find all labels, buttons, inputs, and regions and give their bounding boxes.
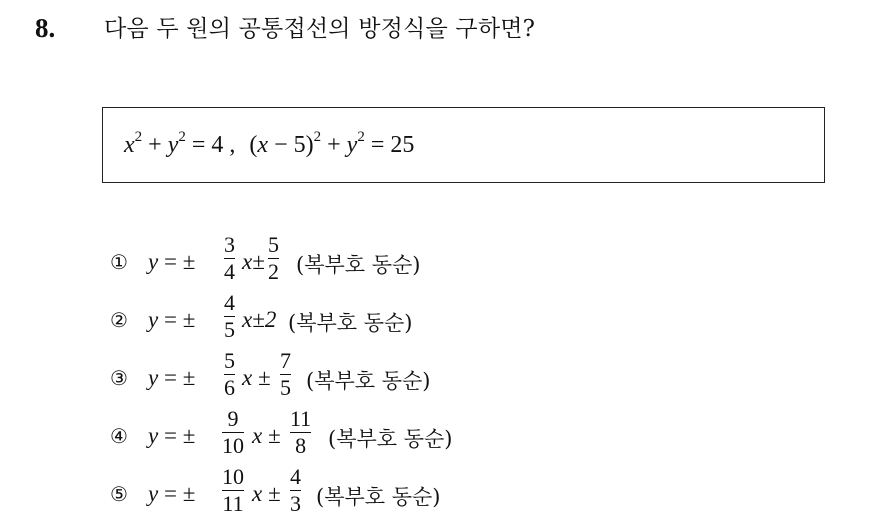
choice-fraction-constant (290, 464, 301, 517)
eq2-x: x (257, 132, 269, 158)
choice-marker: ③ (110, 366, 128, 390)
choice-marker: ④ (110, 424, 128, 448)
choice-lhs-var: y (148, 249, 159, 274)
choice-marker: ⑤ (110, 482, 128, 506)
choice-marker: ① (110, 250, 128, 274)
fraction-denominator: 10 (222, 433, 244, 458)
choice-note: (복부호 동순) (288, 311, 413, 335)
choice-middle (252, 481, 281, 507)
fraction-denominator: 6 (224, 375, 235, 400)
eq1-plus: + (148, 132, 162, 158)
choice-fraction-coefficient (222, 464, 244, 517)
choice-2[interactable] (110, 290, 730, 346)
eq1-y: y (167, 132, 179, 158)
fraction-numerator: 3 (224, 232, 235, 257)
choice-middle-text: x ± (252, 481, 281, 506)
choice-fraction-coefficient (224, 290, 235, 343)
choice-fraction-constant (268, 232, 279, 285)
question-number: 8. (35, 13, 56, 43)
fraction-numerator: 7 (280, 348, 291, 373)
choice-fraction-constant (290, 406, 311, 459)
choice-note: (복부호 동순) (328, 427, 453, 451)
fraction-numerator: 5 (268, 232, 279, 257)
choice-lhs-op: = ± (163, 249, 196, 274)
choice-lhs-op: = ± (163, 481, 196, 506)
fraction-denominator: 8 (290, 432, 311, 459)
eq1-rhs: 4 (211, 132, 224, 158)
choice-lhs-op: = ± (163, 365, 196, 390)
choice-middle-text: x± (242, 249, 265, 274)
choice-3[interactable] (110, 348, 730, 404)
choice-middle (242, 307, 276, 333)
eq1-x-exponent: 2 (134, 129, 143, 145)
choice-note: (복부호 동순) (306, 369, 431, 393)
choice-middle-text: x ± (242, 365, 271, 390)
eq1-x: x (124, 132, 135, 158)
choice-note: (복부호 동순) (296, 253, 421, 277)
choice-lhs-var: y (148, 481, 159, 506)
eq2-constant: 5) (293, 132, 314, 158)
eq2-equals: = (370, 132, 385, 158)
choice-4[interactable] (110, 406, 730, 462)
fraction-numerator: 10 (222, 464, 244, 489)
fraction-numerator: 5 (224, 348, 235, 373)
eq2-minus: − (274, 132, 288, 158)
eq2-plus: + (327, 132, 341, 158)
eq2-exponent: 2 (313, 129, 322, 145)
eq1-equals: = (191, 132, 206, 158)
eq2-y-exponent: 2 (357, 129, 365, 145)
eq2-open-paren: ( (249, 132, 258, 158)
choice-marker: ② (110, 308, 128, 332)
fraction-numerator: 11 (290, 406, 312, 431)
choice-middle-text: x ± (252, 423, 281, 448)
choice-5[interactable] (110, 464, 730, 520)
eq1-y-exponent: 2 (178, 129, 186, 145)
choice-middle (242, 365, 271, 391)
choice-middle (252, 423, 281, 449)
choice-lhs (148, 365, 195, 391)
fraction-denominator: 2 (268, 259, 279, 284)
fraction-numerator: 4 (290, 464, 301, 489)
choice-lhs (148, 481, 195, 507)
choice-lhs (148, 249, 195, 275)
choice-lhs-op: = ± (163, 423, 196, 448)
choice-middle (242, 249, 265, 275)
choice-middle-text: x±2 (242, 307, 277, 332)
choice-lhs (148, 423, 195, 449)
choice-fraction-coefficient (224, 232, 235, 285)
fraction-denominator: 3 (290, 491, 301, 516)
fraction-numerator: 4 (224, 290, 235, 315)
choice-fraction-coefficient (224, 348, 235, 401)
choice-lhs-var: y (148, 423, 159, 448)
fraction-numerator: 9 (227, 406, 239, 431)
eq2-rhs: 25 (390, 132, 415, 158)
fraction-denominator: 5 (280, 375, 291, 400)
question-text: 다음 두 원의 공통접선의 방정식을 구하면? (104, 16, 536, 42)
fraction-denominator: 4 (224, 259, 235, 284)
choice-1[interactable] (110, 232, 730, 288)
given-equations-box (102, 107, 825, 183)
fraction-denominator: 5 (224, 317, 235, 342)
eq-separator: , (229, 132, 236, 158)
choice-lhs-var: y (148, 307, 159, 332)
choice-fraction-constant (280, 348, 291, 401)
given-equations (124, 130, 414, 160)
choice-lhs-op: = ± (163, 307, 196, 332)
choice-lhs-var: y (148, 365, 159, 390)
choice-note: (복부호 동순) (316, 485, 441, 509)
eq2-y: y (346, 132, 358, 158)
choice-fraction-coefficient (222, 406, 244, 459)
choice-lhs (148, 307, 195, 333)
fraction-denominator: 11 (222, 491, 244, 516)
